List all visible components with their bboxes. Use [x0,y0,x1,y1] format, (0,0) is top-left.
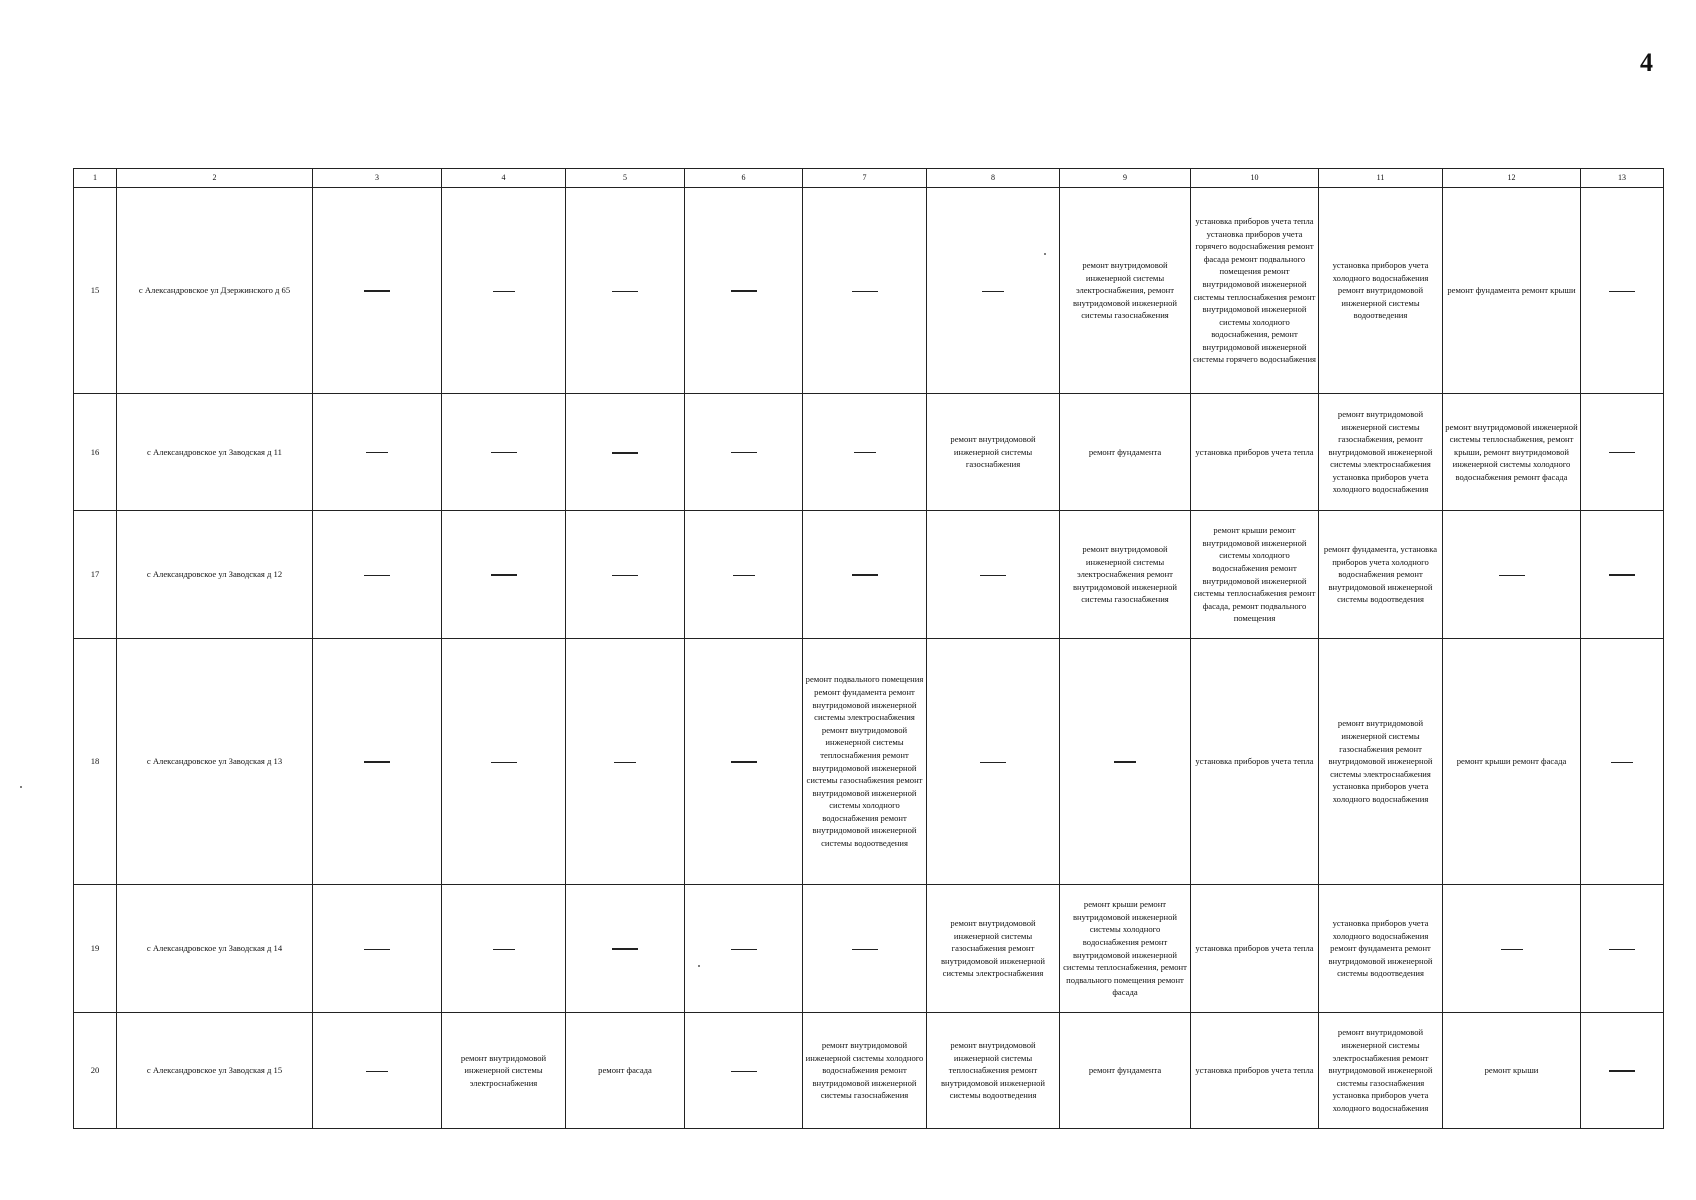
work-cell [566,1013,685,1129]
work-description: ремонт фундамента ремонт крыши [1447,285,1576,296]
dash-mark [1609,949,1635,950]
work-cell [1319,639,1443,885]
work-cell [1060,188,1191,394]
empty-cell [566,188,685,394]
empty-cell [442,885,566,1013]
scan-speck [1044,253,1046,255]
empty-cell [685,188,803,394]
empty-cell [1581,1013,1664,1129]
dash-mark [364,761,390,763]
empty-cell [566,394,685,511]
empty-cell [313,1013,442,1129]
table-row [74,885,1664,1013]
scan-speck [20,786,22,788]
dash-mark [612,575,638,576]
table-row [74,1013,1664,1129]
dash-mark [854,452,876,453]
row-number: 19 [74,885,117,1013]
work-description: ремонт внутридомовой инженерной системы электроснабжения ремонт внутридомовой инженерной системы газоснабжения установка приборов учета холодного водоснабжения [1328,1027,1433,1113]
empty-cell [685,885,803,1013]
work-cell [1191,188,1319,394]
work-cell [1443,1013,1581,1129]
work-description: ремонт крыши [1484,1065,1539,1076]
empty-cell [927,188,1060,394]
empty-cell [803,188,927,394]
empty-cell [442,511,566,639]
column-number: 13 [1581,169,1664,188]
row-number: 16 [74,394,117,511]
column-number: 6 [685,169,803,188]
work-description: установка приборов учета холодного водоснабжения ремонт фундамента ремонт внутридомовой инженерной системы водоотведения [1328,918,1433,979]
work-description: ремонт внутридомовой инженерной системы теплоснабжения, ремонт крыши, ремонт внутридомовой инженерной системы холодного водоснабжения ремонт фасада [1445,421,1578,482]
dash-mark [1611,762,1633,763]
work-description: ремонт фасада [598,1065,652,1076]
dash-mark [1609,452,1635,453]
dash-mark [1499,575,1525,576]
work-description: ремонт крыши ремонт фасада [1456,756,1567,767]
dash-mark [612,948,638,950]
work-cell [1060,885,1191,1013]
empty-cell [1581,188,1664,394]
empty-cell [1581,394,1664,511]
dash-mark [980,762,1006,763]
work-description: ремонт фундамента [1088,446,1162,457]
empty-cell [803,511,927,639]
work-cell [442,1013,566,1129]
column-number: 2 [117,169,313,188]
table-row [74,188,1664,394]
work-description: ремонт фундамента, установка приборов учета холодного водоснабжения ремонт внутридомовой инженерной системы водоотведения [1323,544,1438,605]
work-cell [1191,639,1319,885]
work-description: ремонт внутридомовой инженерной системы холодного водоснабжения ремонт внутридомовой инженерной системы газоснабжения [805,1040,924,1101]
dash-mark [491,574,517,576]
column-number-row [74,169,1664,188]
dash-mark [1609,574,1635,576]
dash-mark [364,290,390,292]
empty-cell [685,394,803,511]
dash-mark [852,574,878,576]
empty-cell [313,188,442,394]
column-number: 7 [803,169,927,188]
address-cell: с Александровское ул Заводская д 12 [117,511,313,639]
work-cell [1319,885,1443,1013]
column-number: 1 [74,169,117,188]
dash-mark [491,452,517,453]
work-description: ремонт внутридомовой инженерной системы электроснабжения, ремонт внутридомовой инженерной системы газоснабжения [1072,260,1178,321]
work-cell [803,639,927,885]
work-cell [803,1013,927,1129]
work-description: ремонт внутридомовой инженерной системы электроснабжения ремонт внутридомовой инженерной системы газоснабжения [1072,544,1178,605]
address-cell: с Александровское ул Заводская д 13 [117,639,313,885]
dash-mark [731,1071,757,1072]
dash-mark [852,291,878,292]
dash-mark [1609,291,1635,292]
column-number: 12 [1443,169,1581,188]
dash-mark [731,290,757,292]
empty-cell [803,394,927,511]
dash-mark [731,452,757,453]
dash-mark [1609,1070,1635,1072]
dash-mark [366,1071,388,1072]
work-description: ремонт крыши ремонт внутридомовой инженерной системы холодного водоснабжения ремонт внутридомовой инженерной системы теплоснабжения, ремонт подвального помещения ремонт фасада [1063,899,1187,998]
dash-mark [364,949,390,950]
empty-cell [1443,885,1581,1013]
column-number: 4 [442,169,566,188]
dash-mark [733,575,755,576]
dash-mark [731,949,757,950]
dash-mark [731,761,757,763]
work-cell [927,394,1060,511]
empty-cell [803,885,927,1013]
dash-mark [982,291,1004,292]
row-number: 18 [74,639,117,885]
empty-cell [566,511,685,639]
work-description: ремонт внутридомовой инженерной системы газоснабжения [950,434,1036,470]
work-cell [1191,1013,1319,1129]
dash-mark [366,452,388,453]
address-cell: с Александровское ул Заводская д 14 [117,885,313,1013]
empty-cell [685,639,803,885]
dash-mark [1501,949,1523,950]
work-description: установка приборов учета тепла [1195,943,1314,954]
address-cell: с Александровское ул Заводская д 15 [117,1013,313,1129]
empty-cell [1581,639,1664,885]
row-number: 17 [74,511,117,639]
empty-cell [685,511,803,639]
address-cell: с Александровское ул Заводская д 11 [117,394,313,511]
work-cell [1060,394,1191,511]
work-description: установка приборов учета тепла [1195,756,1314,767]
repair-schedule-table [73,168,1664,1129]
table-row [74,639,1664,885]
work-cell [1319,188,1443,394]
work-description: ремонт подвального помещения ремонт фундамента ремонт внутридомовой инженерной системы электроснабжения ремонт внутридомовой инженерной системы теплоснабжения ремонт внутридомовой инженерной системы газоснабжения ремонт внутридомовой инженерной системы холодного водоснабжения ремонт внутридомовой инженерной системы водоотведения [805,674,924,849]
column-number: 10 [1191,169,1319,188]
work-description: ремонт внутридомовой инженерной системы газоснабжения, ремонт внутридомовой инженерной системы электроснабжения установка приборов учета холодного водоснабжения [1328,408,1433,495]
empty-cell [927,511,1060,639]
column-number: 11 [1319,169,1443,188]
scan-speck [698,965,700,967]
work-cell [1191,394,1319,511]
empty-cell [1581,885,1664,1013]
dash-mark [852,949,878,950]
column-number: 3 [313,169,442,188]
empty-cell [442,188,566,394]
dash-mark [491,762,517,763]
column-number: 8 [927,169,1060,188]
dash-mark [612,291,638,292]
column-number: 9 [1060,169,1191,188]
dash-mark [493,949,515,950]
empty-cell [927,639,1060,885]
work-cell [1060,511,1191,639]
work-cell [1443,394,1581,511]
row-number: 15 [74,188,117,394]
work-description: ремонт внутридомовой инженерной системы электроснабжения [460,1052,547,1088]
dash-mark [980,575,1006,576]
work-cell [1319,394,1443,511]
work-description: ремонт фундамента [1088,1065,1162,1076]
empty-cell [685,1013,803,1129]
empty-cell [313,639,442,885]
empty-cell [442,639,566,885]
table-row [74,511,1664,639]
empty-cell [1443,511,1581,639]
page-number: 4 [1640,48,1653,77]
work-cell [1191,885,1319,1013]
work-cell [1319,511,1443,639]
work-description: установка приборов учета холодного водоснабжения ремонт внутридомовой инженерной системы водоотведения [1332,260,1429,321]
work-cell [1443,188,1581,394]
dash-mark [1114,761,1136,763]
empty-cell [1060,639,1191,885]
address-cell: с Александровское ул Дзержинского д 65 [117,188,313,394]
dash-mark [493,291,515,292]
work-description: установка приборов учета тепла установка приборов учета горячего водоснабжения ремонт фасада ремонт подвального помещения ремонт внутридомовой инженерной системы теплоснабжения ремонт внутридомовой инженерной системы холодного водоснабжения, ремонт внутридомовой инженерной системы горячего водоснабжения [1193,215,1317,365]
dash-mark [614,762,636,763]
table-row [74,394,1664,511]
empty-cell [566,885,685,1013]
work-description: установка приборов учета тепла [1195,1065,1314,1076]
work-cell [927,885,1060,1013]
work-description: установка приборов учета тепла [1195,446,1314,457]
work-cell [1060,1013,1191,1129]
work-description: ремонт крыши ремонт внутридомовой инженерной системы холодного водоснабжения ремонт внутридомовой инженерной системы теплоснабжения ремонт фасада, ремонт подвального помещения [1193,525,1316,624]
empty-cell [1581,511,1664,639]
row-number: 20 [74,1013,117,1129]
work-description: ремонт внутридомовой инженерной системы теплоснабжения ремонт внутридомовой инженерной системы водоотведения [940,1040,1046,1101]
empty-cell [313,394,442,511]
dash-mark [364,575,390,576]
empty-cell [313,885,442,1013]
empty-cell [566,639,685,885]
work-description: ремонт внутридомовой инженерной системы газоснабжения ремонт внутридомовой инженерной системы электроснабжения установка приборов учета холодного водоснабжения [1328,718,1433,804]
column-number: 5 [566,169,685,188]
dash-mark [612,452,638,454]
work-description: ремонт внутридомовой инженерной системы газоснабжения ремонт внутридомовой инженерной системы электроснабжения [940,918,1046,979]
work-cell [927,1013,1060,1129]
empty-cell [442,394,566,511]
empty-cell [313,511,442,639]
work-cell [1319,1013,1443,1129]
work-cell [1443,639,1581,885]
work-cell [1191,511,1319,639]
